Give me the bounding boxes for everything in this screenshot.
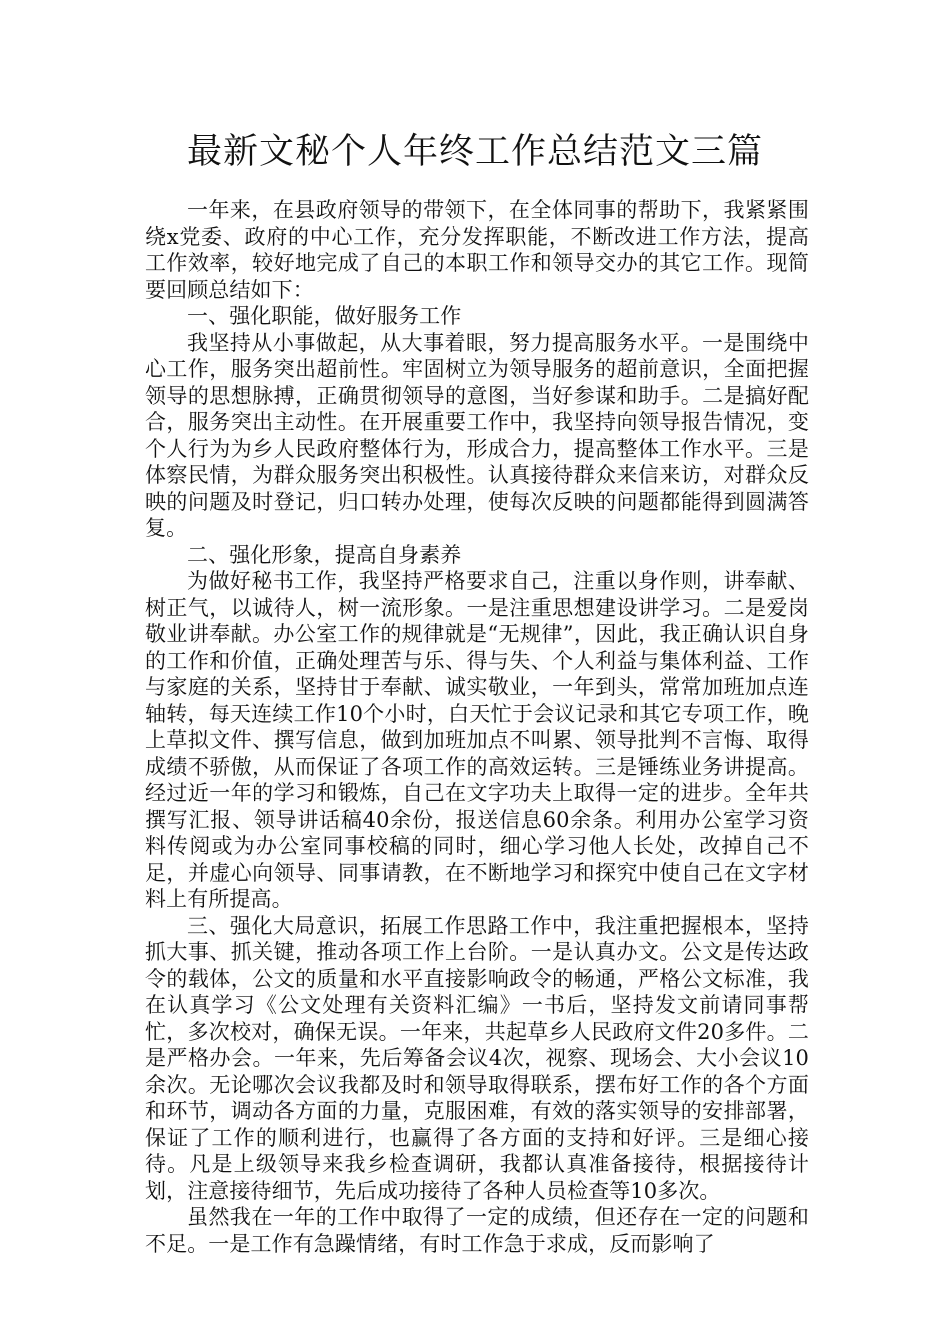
closing-paragraph: 虽然我在一年的工作中取得了一定的成绩，但还存在一定的问题和不足。一是工作有急躁情绪，有时工作急于求成，反而影响了 [145,1205,809,1256]
document-body [145,197,809,1257]
section-2-paragraph: 为做好秘书工作，我坚持严格要求自己，注重以身作则，讲奉献、树正气，以诚待人，树一流形象。一是注重思想建设讲学习。二是爱岗敬业讲奉献。办公室工作的规律就是“无规律”，因此，我正确认识自身的工作和价值，正确处理苦与乐、得与失、个人利益与集体利益、工作与家庭的关系，坚持甘于奉献、诚实敬业，一年到头，常常加班加点连轴转，每天连续工作10个小时，白天忙于会议记录和其它专项工作，晚上草拟文件、撰写信息，做到加班加点不叫累、领导批判不言悔、取得成绩不骄傲，从而保证了各项工作的高效运转。三是锤练业务讲提高。经过近一年的学习和锻炼，自己在文字功夫上取得一定的进步。全年共撰写汇报、领导讲话稿40余份，报送信息60余条。利用办公室学习资料传阅或为办公室同事校稿的同时，细心学习他人长处，改掉自己不足，并虚心向领导、同事请教，在不断地学习和探究中使自己在文字材料上有所提高。 [145,569,809,911]
section-1-paragraph: 我坚持从小事做起，从大事着眼，努力提高服务水平。一是围绕中心工作，服务突出超前性。牢固树立为领导服务的超前意识，全面把握领导的思想脉搏，正确贯彻领导的意图，当好参谋和助手。二是搞好配合，服务突出主动性。在开展重要工作中，我坚持向领导报告情况，变个人行为为乡人民政府整体行为，形成合力，提高整体工作水平。三是体察民情，为群众服务突出积极性。认真接待群众来信来访，对群众反映的问题及时登记，归口转办处理，使每次反映的问题都能得到圆满答复。 [145,330,809,540]
section-heading-2: 二、强化形象，提高自身素养 [187,542,462,567]
intro-paragraph: 一年来，在县政府领导的带领下，在全体同事的帮助下，我紧紧围绕x党委、政府的中心工作，充分发挥职能，不断改进工作方法，提高工作效率，较好地完成了自己的本职工作和领导交办的其它工作。现简要回顾总结如下： [145,198,809,302]
section-heading-1: 一、强化职能，做好服务工作 [187,304,462,328]
section-3-paragraph: 三、强化大局意识，拓展工作思路工作中，我注重把握根本，坚持抓大事、抓关键，推动各项工作上台阶。一是认真办文。公文是传达政令的载体，公文的质量和水平直接影响政令的畅通，严格公文标准，我在认真学习《公文处理有关资料汇编》一书后，坚持发文前请同事帮忙，多次校对，确保无误。一年来，共起草乡人民政府文件20多件。二是严格办会。一年来，先后筹备会议4次，视察、现场会、大小会议10余次。无论哪次会议我都及时和领导取得联系，摆布好工作的各个方面和环节，调动各方面的力量，克服困难，有效的落实领导的安排部署，保证了工作的顺利进行，也赢得了各方面的支持和好评。三是细心接待。凡是上级领导来我乡检查调研，我都认真准备接待，根据接待计划，注意接待细节，先后成功接待了各种人员检查等10多次。 [145,913,809,1203]
document-title: 最新文秘个人年终工作总结范文三篇 [186,132,763,172]
